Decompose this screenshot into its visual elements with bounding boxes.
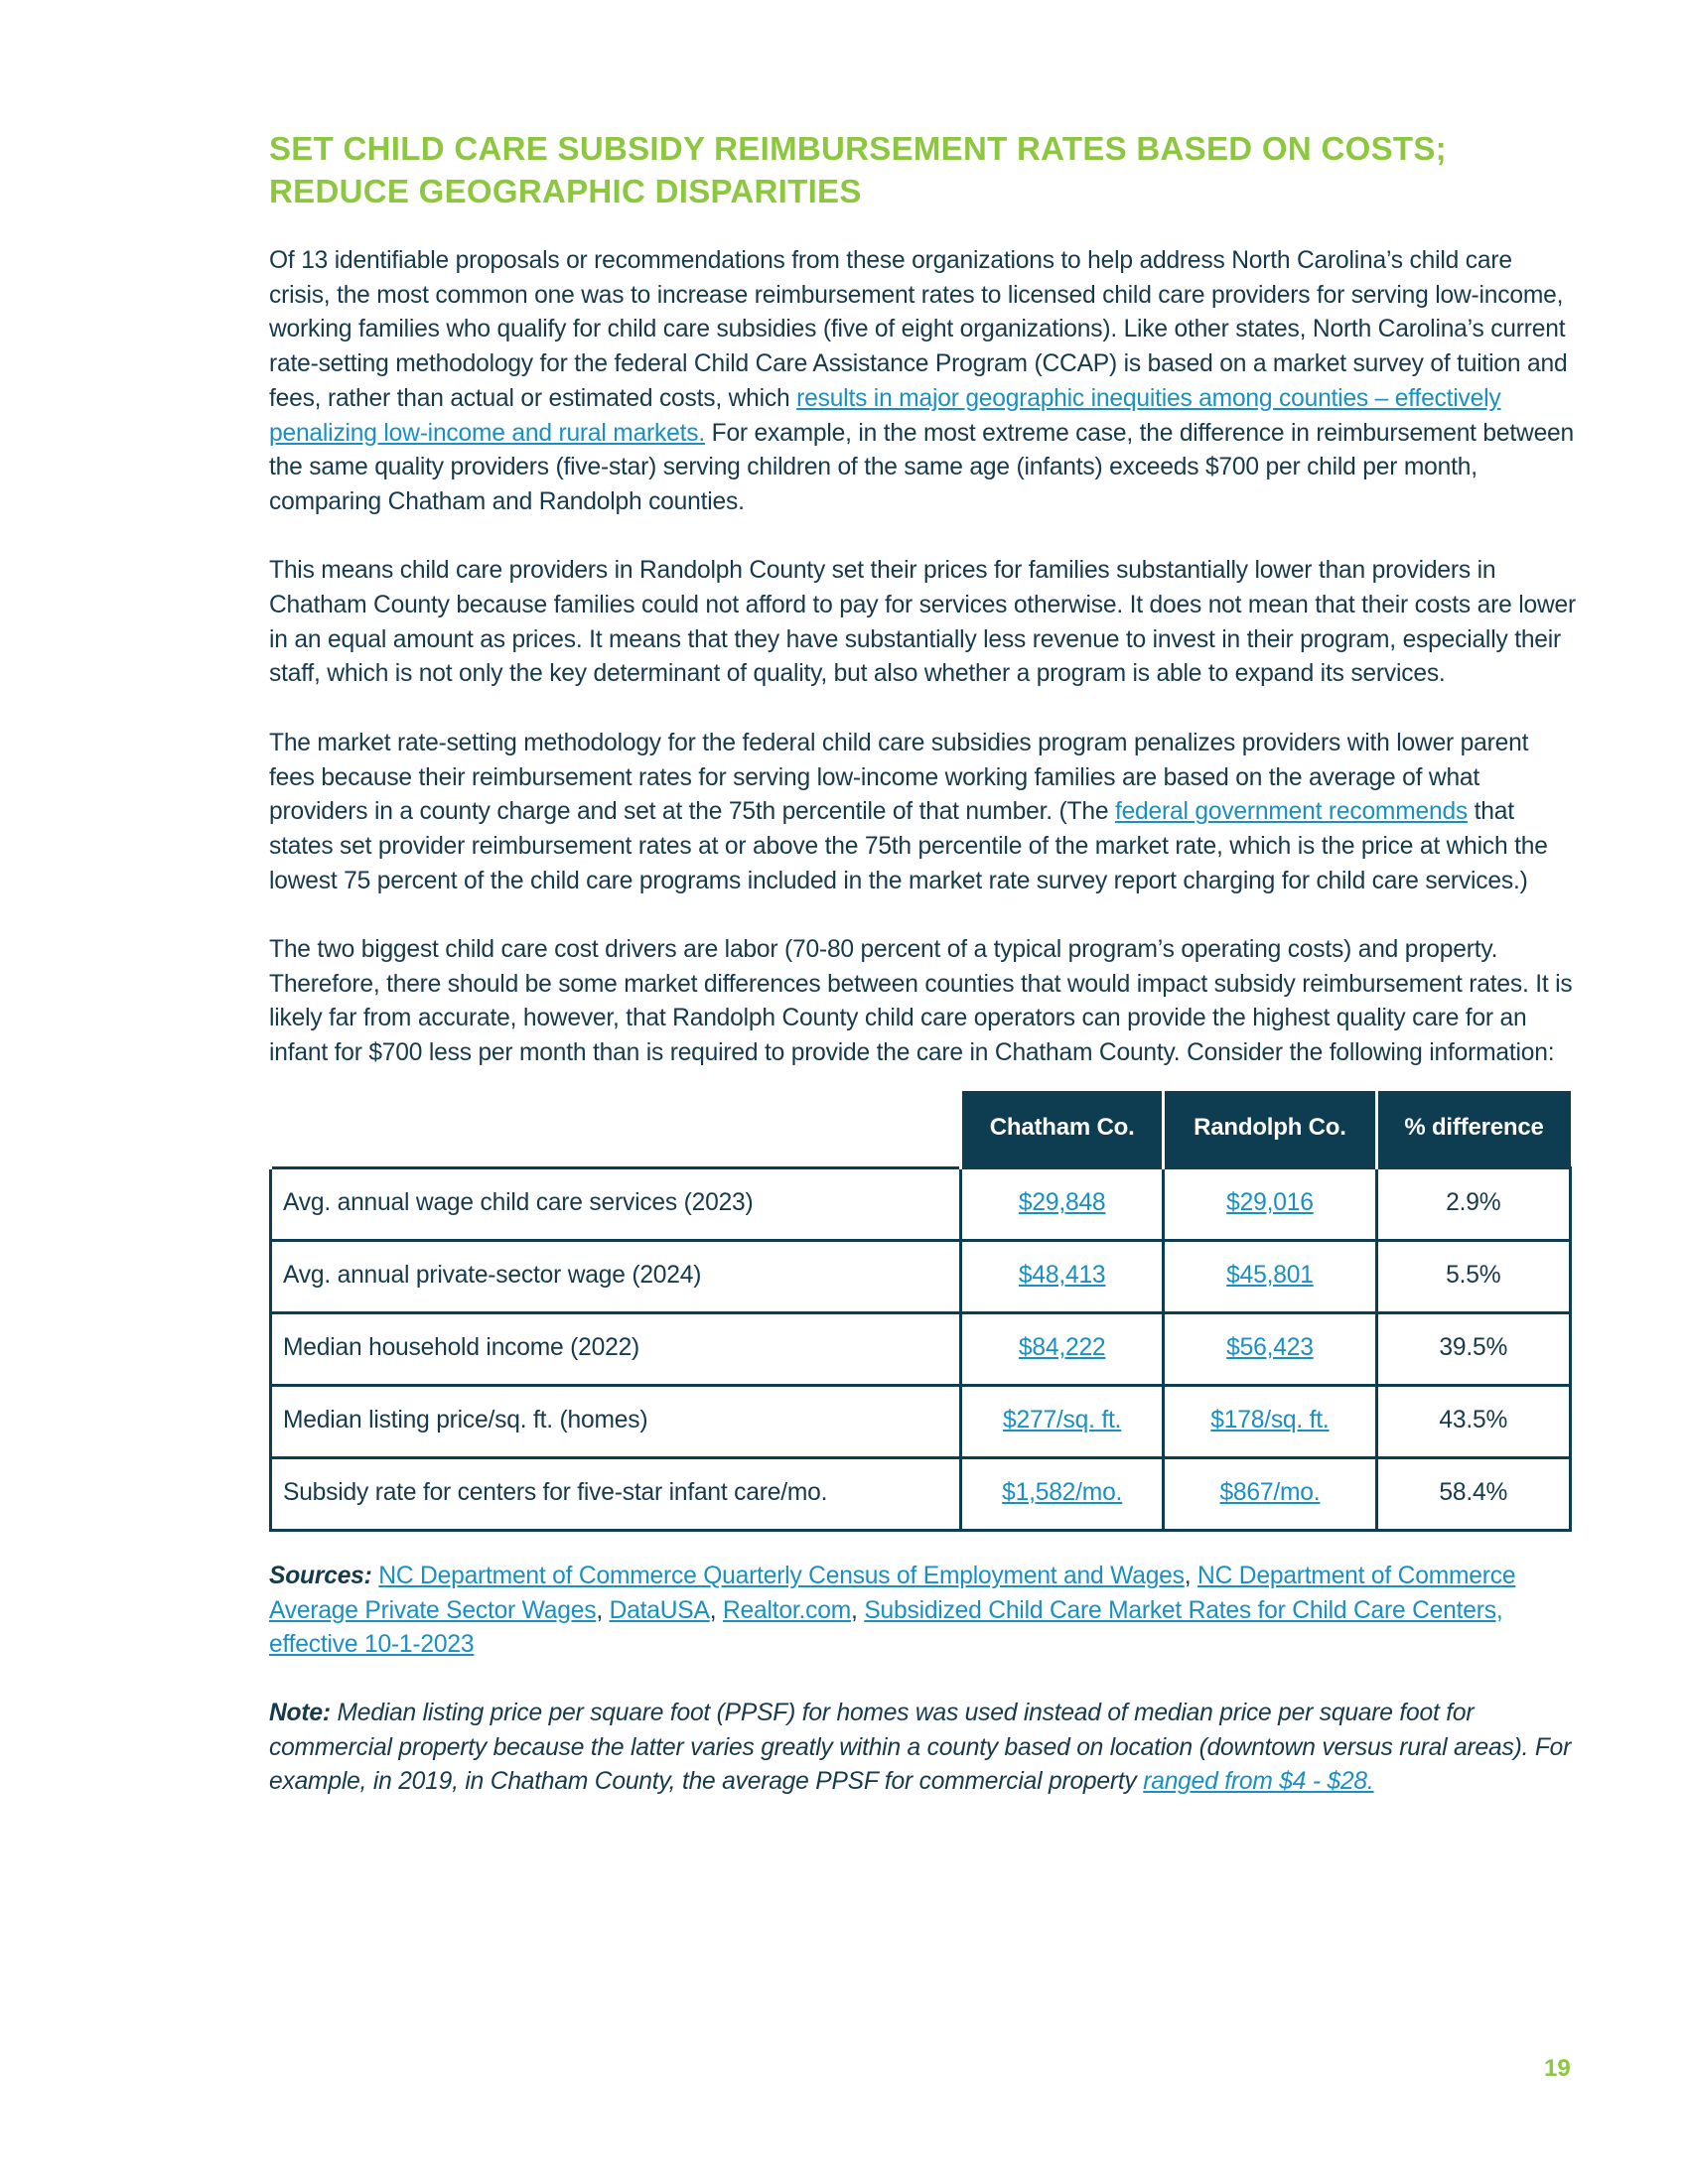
percent-difference: 5.5% [1376,1240,1570,1312]
header-difference: % difference [1376,1091,1570,1168]
randolph-value-link[interactable]: $56,423 [1226,1334,1314,1362]
heading-line-2: REDUCE GEOGRAPHIC DISPARITIES [269,173,862,209]
percent-difference: 39.5% [1376,1312,1570,1385]
body-content [269,244,1578,1835]
randolph-value-link[interactable]: $29,016 [1226,1189,1314,1217]
table-row [271,1385,1571,1457]
chatham-value [961,1385,1164,1457]
source-link[interactable]: Subsidized Child Care Market Rates for Child Care Centers, effective 10-1-2023 [269,1596,1503,1659]
page-number: 19 [1544,2055,1571,2082]
percent-difference: 2.9% [1376,1167,1570,1240]
randolph-value-link[interactable]: $45,801 [1226,1262,1314,1290]
randolph-value-link[interactable]: $867/mo. [1219,1479,1321,1507]
source-link[interactable]: NC Department of Commerce Average Private Sector Wages [269,1562,1516,1624]
row-label: Avg. annual wage child care services (2023) [271,1167,961,1240]
row-label: Median listing price/sq. ft. (homes) [271,1385,961,1457]
chatham-value-link[interactable]: $277/sq. ft. [1003,1407,1122,1434]
chatham-value [961,1457,1164,1530]
sources-label: Sources: [269,1562,372,1589]
chatham-value-link[interactable]: $29,848 [1018,1189,1106,1217]
federal-government-link[interactable]: federal government recommends [1114,798,1469,826]
randolph-value-link[interactable]: $178/sq. ft. [1210,1407,1330,1434]
table-row [271,1457,1571,1530]
paragraph-text: For example, in the most extreme case, the difference in reimbursement between the same quality providers (five-star) serving children of the same age (infants) exceeds $700 per child per month, comparing Chatham and Randolph counties. [269,419,1575,515]
randolph-value [1164,1385,1376,1457]
table-header-row [271,1091,1571,1168]
source-link[interactable]: NC Department of Commerce Quarterly Census of Employment and Wages [378,1562,1185,1589]
note [269,1697,1578,1800]
percent-difference: 43.5% [1376,1385,1570,1457]
paragraph-text: The market rate-setting methodology for the federal child care subsidies program penalizes providers with lower parent fees because their reimbursement rates for serving low-income working families are based on the average of what providers in a county charge and set at the 75th percentile of that number. (The [269,729,1529,826]
percent-difference: 58.4% [1376,1457,1570,1530]
chatham-value [961,1167,1164,1240]
chatham-value-link[interactable]: $48,413 [1018,1262,1106,1290]
geographic-inequities-link[interactable]: results in major geographic inequities among counties – effectively penalizing low-income and rural markets. [269,384,1501,447]
paragraph-3 [269,727,1578,899]
chatham-value [961,1312,1164,1385]
table-row [271,1167,1571,1240]
row-label: Median household income (2022) [271,1312,961,1385]
header-blank [271,1091,961,1168]
source-separator: , [851,1596,865,1624]
paragraph-1 [269,244,1578,520]
chatham-value [961,1240,1164,1312]
ppsf-range-link[interactable]: ranged from $4 - $28. [1143,1768,1374,1796]
randolph-value [1164,1312,1376,1385]
randolph-value [1164,1457,1376,1530]
paragraph-2: This means child care providers in Randolph County set their prices for families substantially lower than providers in Chatham County because families could not afford to pay for services otherwise. It does not mean that their costs are lower in an equal amount as prices. It means that they have substantially less revenue to invest in their program, especially their staff, which is not only the key determinant of quality, but also whether a program is able to expand its services. [269,557,1576,688]
table-row [271,1240,1571,1312]
row-label: Avg. annual private-sector wage (2024) [271,1240,961,1312]
source-link[interactable]: Realtor.com [723,1596,852,1624]
paragraph-text: that states set provider reimbursement rates at or above the 75th percentile of the market rate, which is the price at which the lowest 75 percent of the child care programs included in the market rate survey report charging for child care services.) [269,798,1548,894]
source-separator: , [709,1596,723,1624]
source-separator: , [1184,1562,1198,1589]
comparison-table [269,1091,1572,1532]
paragraph-4: The two biggest child care cost drivers are labor (70-80 percent of a typical program’s operating costs) and property. Therefore, there should be some market differences between counties that would impact subsidy reimbursement rates. It is likely far from accurate, however, that Randolph County child care operators can provide the highest quality care for an infant for $700 less per month than is required to provide the care in Chatham County. Consider the following information: [269,936,1573,1067]
note-text: Median listing price per square foot (PPSF) for homes was used instead of median price per square foot for commercial property because the latter varies greatly within a county based on location (downtown versus rural areas). For example, in 2019, in Chatham County, the average PPSF for commercial property [269,1699,1572,1796]
source-separator: , [596,1596,610,1624]
randolph-value [1164,1167,1376,1240]
header-randolph: Randolph Co. [1164,1091,1376,1168]
chatham-value-link[interactable]: $84,222 [1018,1334,1106,1362]
heading-line-1: SET CHILD CARE SUBSIDY REIMBURSEMENT RATES BASED ON COSTS; [269,130,1447,167]
source-link[interactable]: DataUSA [609,1596,710,1624]
row-label: Subsidy rate for centers for five-star infant care/mo. [271,1457,961,1530]
note-label: Note: [269,1699,331,1726]
chatham-value-link[interactable]: $1,582/mo. [1002,1479,1123,1507]
section-heading [269,127,1580,212]
paragraph-text: Of 13 identifiable proposals or recommendations from these organizations to help address North Carolina’s child care crisis, the most common one was to increase reimbursement rates to licensed child care providers for serving low-income, working families who qualify for child care subsidies (five of eight organizations). Like other states, North Carolina’s current rate-setting methodology for the federal Child Care Assistance Program (CCAP) is based on a market survey of tuition and fees, rather than actual or estimated costs, which [269,247,1568,412]
randolph-value [1164,1240,1376,1312]
table-row [271,1312,1571,1385]
sources [269,1560,1578,1663]
header-chatham: Chatham Co. [961,1091,1164,1168]
